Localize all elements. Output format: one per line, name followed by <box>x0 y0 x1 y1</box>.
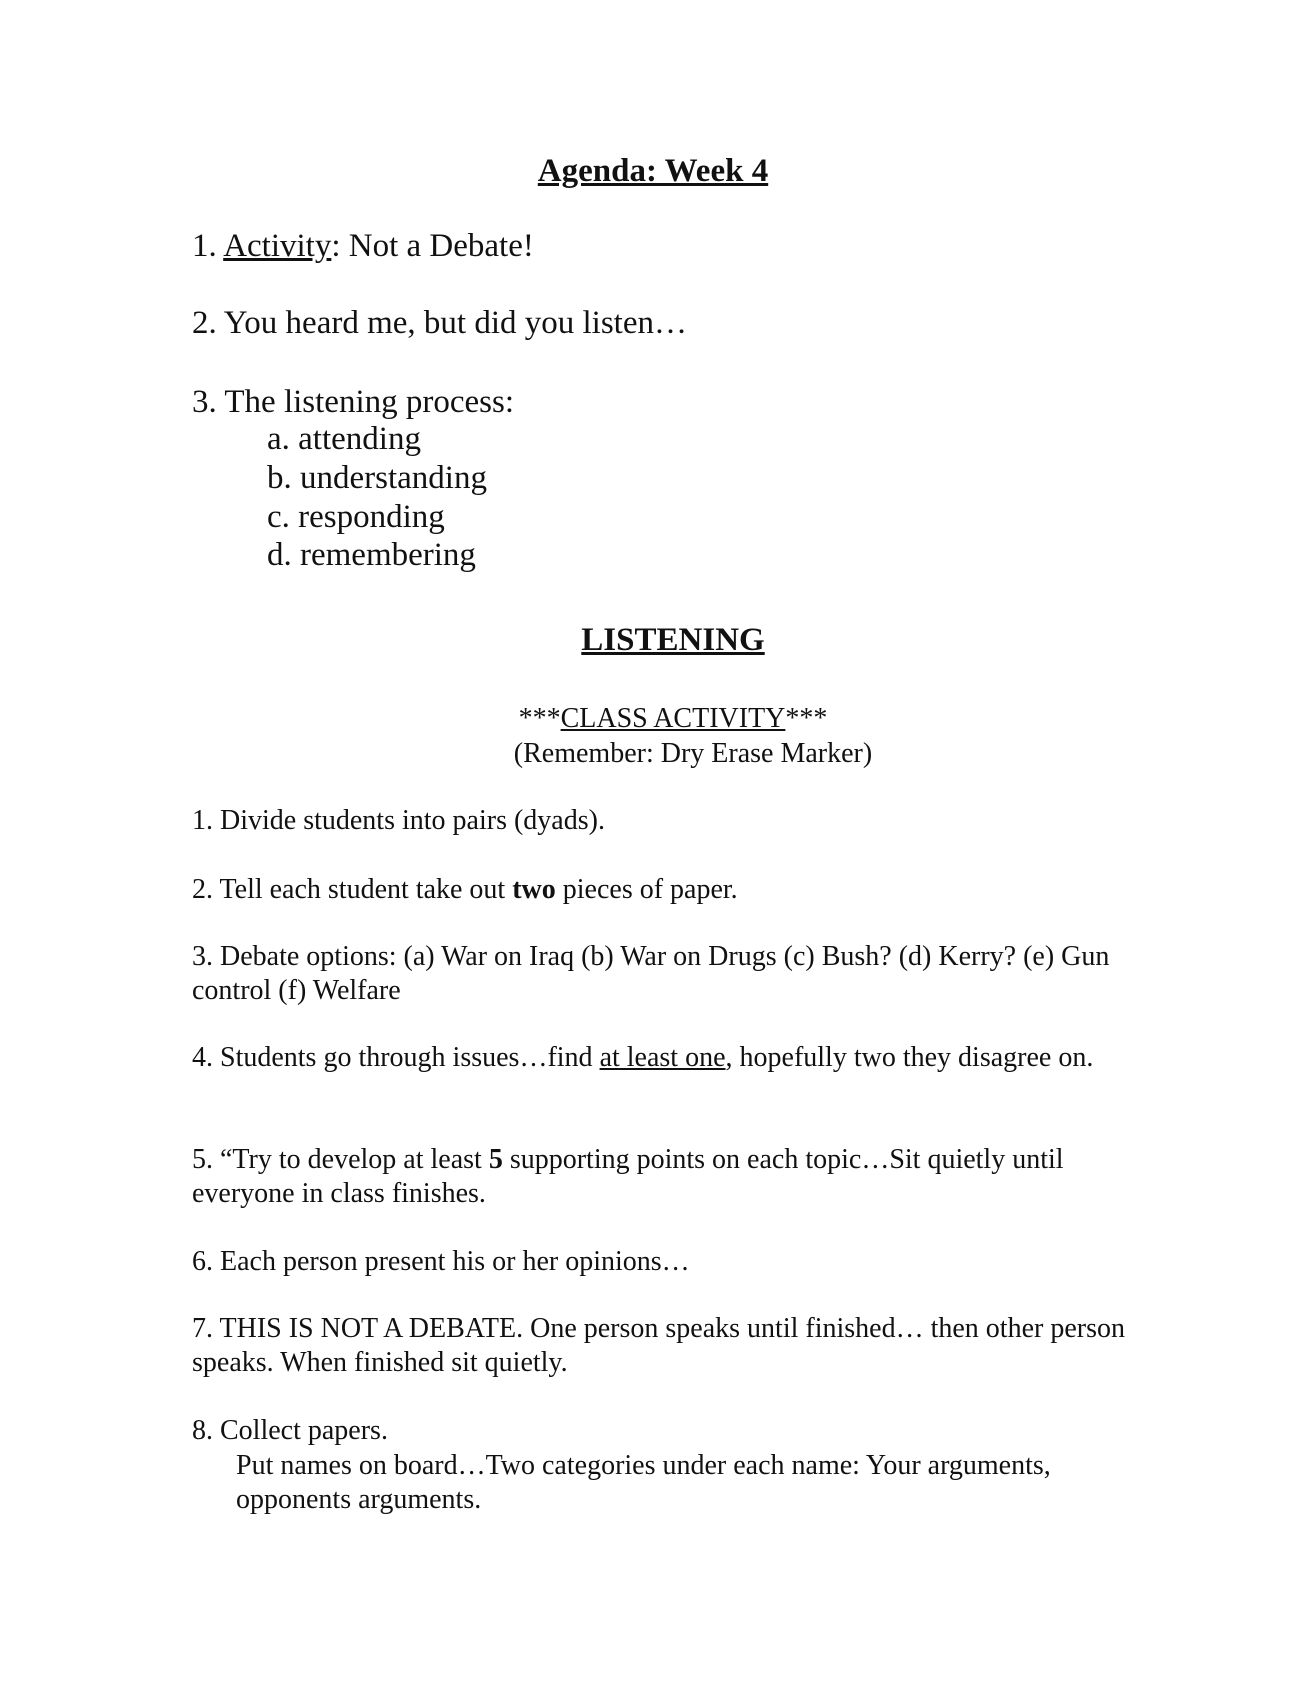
agenda-item-1: 1. Activity: Not a Debate! <box>192 228 534 264</box>
agenda-subitem-c: c. responding <box>267 499 445 535</box>
step-8: 8. Collect papers. <box>192 1415 388 1446</box>
agenda-item-1-underlined: Activity <box>223 228 332 264</box>
step-3: 3. Debate options: (a) War on Iraq (b) War on Drugs (c) Bush? (d) Kerry? (e) Gun control (f) Welfare <box>192 941 1110 1006</box>
agenda-subitem-b: b. understanding <box>267 460 487 496</box>
class-activity-note: (Remember: Dry Erase Marker) <box>513 738 873 769</box>
step-1: 1. Divide students into pairs (dyads). <box>192 805 605 836</box>
agenda-item-2: 2. You heard me, but did you listen… <box>192 305 687 341</box>
agenda-subitem-d: d. remembering <box>267 537 476 573</box>
step-8-detail: Put names on board…Two categories under each name: Your arguments, opponents arguments. <box>236 1450 1051 1515</box>
step-5: 5. “Try to develop at least 5 supporting points on each topic…Sit quietly until everyone in class finishes. <box>192 1144 1064 1209</box>
step-6: 6. Each person present his or her opinions… <box>192 1246 690 1277</box>
section-heading: LISTENING <box>581 622 765 658</box>
agenda-item-3: 3. The listening process: <box>192 384 515 420</box>
agenda-subitem-a: a. attending <box>267 421 421 457</box>
page-title: Agenda: Week 4 <box>537 153 769 189</box>
class-activity-heading: ***CLASS ACTIVITY*** <box>518 703 828 734</box>
step-4: 4. Students go through issues…find at least one, hopefully two they disagree on. <box>192 1042 1094 1073</box>
step-7: 7. THIS IS NOT A DEBATE. One person speaks until finished… then other person speaks. When finished sit quietly. <box>192 1313 1125 1378</box>
step-2: 2. Tell each student take out two pieces of paper. <box>192 874 738 905</box>
